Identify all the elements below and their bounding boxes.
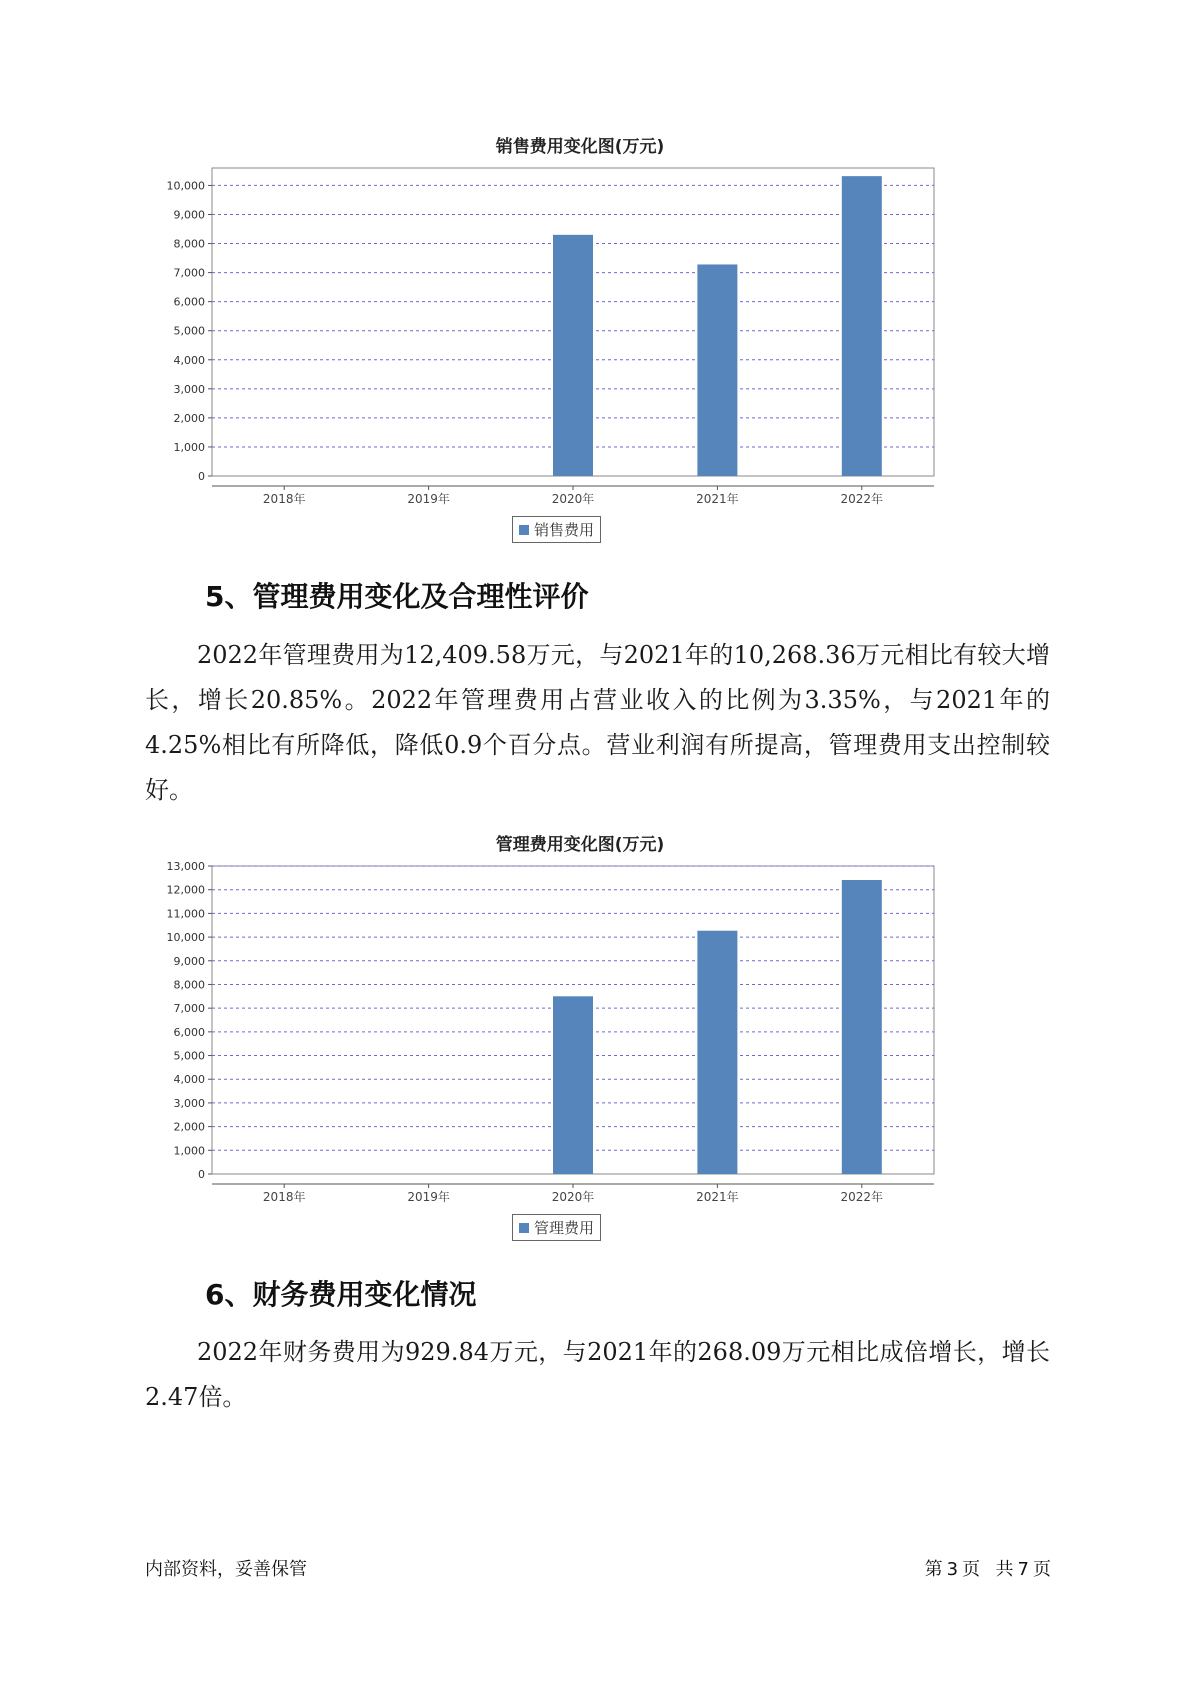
admin-expense-chart	[150, 826, 1010, 1246]
x-tick-label: 2019年	[407, 492, 450, 506]
y-tick-label: 9,000	[173, 954, 205, 968]
y-tick-label: 5,000	[173, 324, 205, 338]
page-total-unit: 页	[1033, 1559, 1051, 1580]
sales-expense-chart-svg	[150, 128, 1010, 548]
y-tick-label: 0	[198, 470, 205, 483]
legend-swatch	[519, 525, 529, 535]
y-tick-label: 1,000	[173, 440, 205, 454]
bar-4	[697, 931, 737, 1174]
page-current: 3	[946, 1559, 959, 1580]
y-tick-label: 0	[198, 1168, 205, 1181]
sales-expense-chart	[150, 128, 1010, 548]
admin-expense-chart-svg	[150, 826, 1010, 1246]
section-5-heading: 5、管理费用变化及合理性评价	[205, 580, 589, 613]
y-tick-label: 8,000	[173, 978, 205, 992]
chart-title: 销售费用变化图(万元)	[495, 137, 665, 157]
y-tick-label: 13,000	[166, 860, 205, 873]
y-tick-label: 3,000	[173, 1096, 205, 1110]
bar-5	[842, 880, 882, 1174]
footer-page-number	[923, 1555, 1053, 1581]
section-5-paragraph: 2022年管理费用为12,409.58万元，与2021年的10,268.36万元相比有较大增长，增长20.85%。2022年管理费用占营业收入的比例为3.35%，与2021年的4.25%相比有所降低，降低0.9个百分点。营业利润有所提高，管理费用支出控制较好。	[145, 641, 1050, 804]
footer-confidential-note: 内部资料，妥善保管	[145, 1559, 307, 1580]
chart-legend	[512, 516, 601, 543]
bar-3	[553, 996, 593, 1174]
legend-label: 管理费用	[534, 1219, 595, 1237]
x-tick-label: 2018年	[262, 492, 306, 506]
y-tick-label: 9,000	[173, 208, 205, 222]
y-tick-label: 12,000	[166, 883, 205, 897]
y-tick-label: 4,000	[173, 1073, 205, 1087]
legend-swatch	[519, 1223, 529, 1233]
page-prefix: 第	[924, 1559, 943, 1580]
page-total: 7	[1017, 1559, 1029, 1580]
page-total-prefix: 共	[995, 1559, 1014, 1580]
bar-4	[697, 264, 737, 476]
section-6-paragraph: 2022年财务费用为929.84万元，与2021年的268.09万元相比成倍增长，增长2.47倍。	[145, 1338, 1050, 1411]
x-tick-label: 2019年	[407, 1190, 450, 1204]
x-tick-label: 2018年	[262, 1190, 306, 1204]
y-tick-label: 8,000	[173, 237, 205, 251]
y-tick-label: 10,000	[166, 931, 205, 945]
section-6-heading: 6、财务费用变化情况	[205, 1278, 477, 1311]
x-tick-label: 2020年	[551, 1190, 595, 1204]
y-tick-label: 1,000	[173, 1144, 205, 1158]
x-tick-label: 2021年	[696, 492, 739, 506]
y-tick-label: 11,000	[166, 907, 205, 921]
bar-3	[553, 235, 593, 476]
x-tick-label: 2021年	[696, 1190, 739, 1204]
x-tick-label: 2020年	[551, 492, 595, 506]
y-tick-label: 6,000	[173, 295, 205, 309]
y-tick-label: 6,000	[173, 1025, 205, 1039]
y-tick-label: 3,000	[173, 382, 205, 396]
chart-legend	[512, 1214, 601, 1241]
y-tick-label: 5,000	[173, 1049, 205, 1063]
x-tick-label: 2022年	[840, 492, 884, 506]
chart-title: 管理费用变化图(万元)	[495, 835, 665, 855]
y-tick-label: 2,000	[173, 411, 205, 425]
legend-label: 销售费用	[534, 521, 595, 539]
y-tick-label: 4,000	[173, 353, 205, 367]
y-tick-label: 7,000	[173, 1002, 205, 1016]
y-tick-label: 10,000	[166, 179, 205, 193]
y-tick-label: 2,000	[173, 1120, 205, 1134]
x-tick-label: 2022年	[840, 1190, 884, 1204]
bar-5	[842, 176, 882, 476]
page-unit: 页	[962, 1559, 981, 1580]
y-tick-label: 7,000	[173, 266, 205, 280]
